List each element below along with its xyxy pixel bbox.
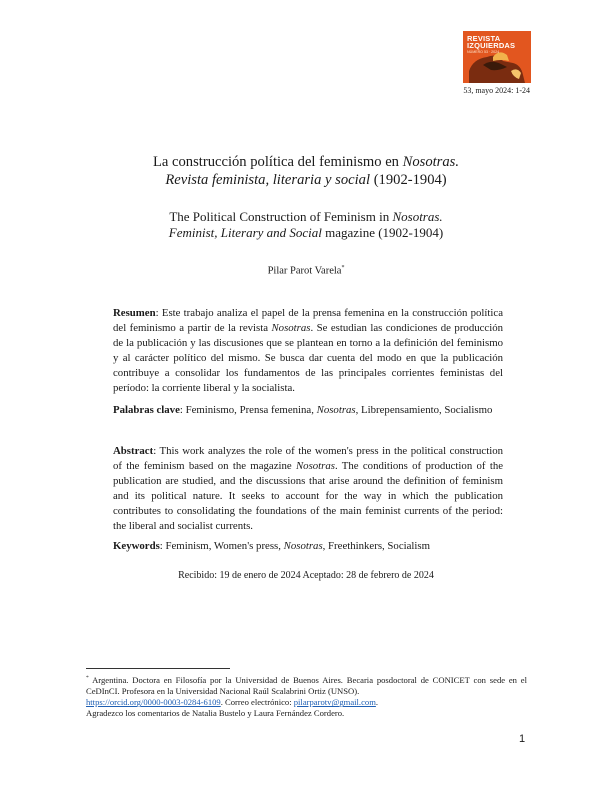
footnote-divider: [86, 668, 230, 669]
title-es-line1-italic: Nosotras.: [402, 154, 459, 170]
email-label: . Correo electrónico:: [220, 697, 294, 708]
acknowledgements: Agradezco los comentarios de Natalia Bustelo y Laura Fernández Cordero.: [86, 708, 345, 719]
abstract-text1: : This work analyzes the role of the women's press in the political construction of the feminism based on the magazine: [113, 445, 503, 472]
palabras-clave-text1: : Feminismo, Prensa femenina,: [179, 404, 317, 416]
issue-info: 53, mayo 2024: 1-24: [463, 86, 530, 95]
title-es-line1: [60, 153, 552, 171]
footnote-text: Argentina. Doctora en Filosofía por la Universidad de Buenos Aires. Becaria posdoctoral de CONICET con sede en el CeDInCI. Profesora en la Universidad Nacional Raúl Scalabrini Ortiz (UNSO).: [86, 674, 527, 697]
received-dates: Recibido: 19 de enero de 2024 Aceptado: 28 de febrero de 2024: [178, 570, 434, 581]
logo-title-line1: REVISTA: [467, 34, 501, 43]
title-en-line1-text: The Political Construction of Feminism in: [169, 209, 393, 224]
orcid-link[interactable]: https://orcid.org/0000-0003-0284-6109: [86, 697, 221, 708]
resumen-paragraph: [113, 306, 503, 396]
palabras-clave-label: Palabras clave: [113, 404, 180, 416]
palabras-clave-text2: , Librepensamiento, Socialismo: [355, 404, 493, 416]
author-footnote-mark[interactable]: *: [341, 265, 345, 271]
title-es-line2-text: (1902-1904): [370, 172, 447, 188]
resumen-italic: Nosotras: [271, 322, 311, 334]
title-en-line1: [60, 209, 552, 225]
footnote: [86, 673, 527, 720]
resumen-text2: . Se estudian las condiciones de producción de la publicación y las discusiones que se plantean en torno a la definición del feminismo y al carácter político del mismo. Se busca dar cuenta del modo en que la publicación contribuye a consolidar los fundamentos de las principales corrientes feministas del período: la corriente liberal y la socialista.: [113, 322, 503, 394]
keywords-text1: : Feminism, Women's press,: [159, 540, 284, 552]
keywords-paragraph: [113, 539, 503, 554]
title-es-line1-text: La construcción política del feminismo en: [152, 154, 403, 170]
email-link[interactable]: pilarparotv@gmail.com: [293, 697, 376, 708]
resumen-label: Resumen: [113, 307, 156, 319]
keywords-text2: , Freethinkers, Socialism: [322, 540, 431, 552]
title-en-line2-italic: Feminist, Literary and Social: [168, 225, 322, 240]
keywords-italic: Nosotras: [283, 540, 323, 552]
title-es-line2-italic: Revista feminista, literaria y social: [165, 172, 371, 188]
title-en-line1-italic: Nosotras.: [392, 209, 443, 224]
logo-subtitle: NÚMERO 53 · 2024: [467, 50, 500, 54]
abstract-text2: . The conditions of production of the publication are studied, and the discussions that arise around the definition of feminism and its political nature. It seeks to account for the way in which the publication contributes to consolidating the foundations of the main feminist currents of the period: the liberal and socialist currents.: [113, 460, 504, 532]
title-en-line2-text: magazine (1902-1904): [321, 225, 444, 240]
page-number: 1: [519, 733, 526, 745]
keywords-label: Keywords: [113, 540, 160, 552]
logo-title: [467, 35, 529, 49]
palabras-clave-italic: Nosotras: [316, 404, 356, 416]
abstract-paragraph: [113, 444, 503, 534]
palabras-clave-paragraph: [113, 403, 503, 418]
title-es-line2: [60, 171, 552, 189]
abstract-italic: Nosotras: [295, 460, 335, 472]
footnote-end: .: [375, 697, 379, 708]
journal-logo: [463, 31, 531, 83]
logo-title-line2: IZQUIERDAS: [467, 41, 516, 50]
abstract-label: Abstract: [113, 445, 154, 457]
author: [60, 265, 552, 277]
resumen-text1: : Este trabajo analiza el papel de la prensa femenina en la construcción política del feminismo a partir de la revista: [113, 307, 503, 334]
author-name: Pilar Parot Varela: [267, 265, 342, 277]
title-en-line2: [60, 225, 552, 241]
footnote-mark: *: [86, 675, 89, 681]
